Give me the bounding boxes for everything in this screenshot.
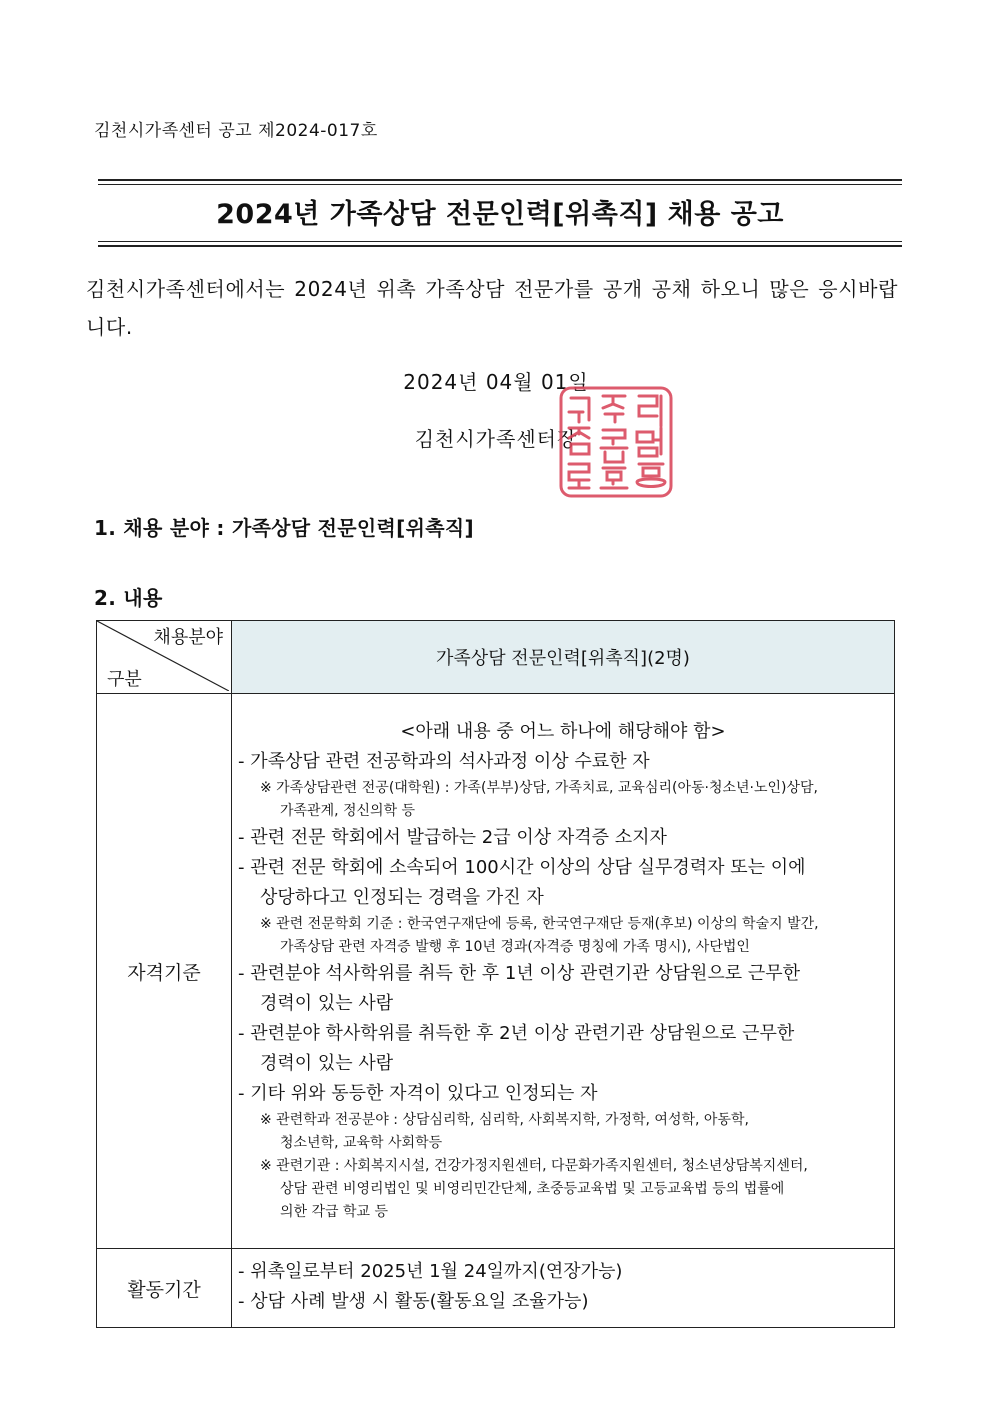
qualification-note	[238, 777, 888, 823]
note-line: ※ 관련학과 전공분야 : 상담심리학, 심리학, 사회복지학, 가정학, 여성학, 아동학,	[260, 1111, 749, 1128]
period-content	[232, 1249, 895, 1328]
qualification-content	[232, 694, 895, 1249]
note-line: ※ 관련 전문학회 기준 : 한국연구재단에 등록, 한국연구재단 등재(후보) 이상의 학술지 발간,	[260, 915, 819, 932]
qualification-item-cont: 경력이 있는 사람	[260, 992, 394, 1014]
qualification-item: - 관련 전문 학회에서 발급하는 2급 이상 자격증 소지자	[238, 826, 667, 848]
note-line: 청소년학, 교육학 사회학등	[280, 1134, 443, 1151]
table-row	[97, 694, 895, 1249]
qualification-note	[238, 913, 888, 959]
qualification-item: - 관련분야 학사학위를 취득한 후 2년 이상 관련기관 상담원으로 근무한	[238, 1022, 795, 1044]
qualification-item-cont: 경력이 있는 사람	[260, 1052, 394, 1074]
intro-paragraph: 김천시가족센터에서는 2024년 위촉 가족상담 전문가를 공개 공채 하오니 많은 응시바랍니다.	[86, 277, 898, 339]
page-title: 2024년 가족상담 전문인력[위촉직] 채용 공고	[216, 199, 784, 230]
title-rule-top-thin	[98, 184, 902, 185]
qualification-item: - 가족상담 관련 전공학과의 석사과정 이상 수료한 자	[238, 750, 650, 772]
period-item: - 위촉일로부터 2025년 1월 24일까지(연장가능)	[238, 1261, 623, 1282]
official-seal-stamp	[557, 384, 675, 500]
center-director: 김천시가족센터장	[414, 427, 578, 451]
notice-number: 김천시가족센터 공고 제2024-017호	[94, 121, 378, 141]
title-rule-bottom-thin	[98, 241, 902, 242]
corner-label-category: 구분	[107, 669, 142, 690]
recruitment-table	[96, 620, 895, 1328]
qualification-note	[238, 1109, 888, 1224]
title-rule-top	[98, 179, 902, 181]
table-corner-cell	[97, 621, 232, 694]
section-2-heading: 2. 내용	[94, 586, 163, 610]
note-line: 가족관계, 정신의학 등	[280, 802, 416, 819]
note-line: 상담 관련 비영리법인 및 비영리민간단체, 초중등교육법 및 고등교육법 등의 법률에	[280, 1180, 785, 1197]
row-label-period: 활동기간	[97, 1249, 232, 1328]
table-header-title: 가족상담 전문인력[위촉직](2명)	[232, 621, 895, 694]
qualification-item: - 관련 전문 학회에 소속되어 100시간 이상의 상담 실무경력자 또는 이에	[238, 856, 806, 878]
period-item: - 상담 사례 발생 시 활동(활동요일 조율가능)	[238, 1291, 589, 1312]
section-1-heading: 1. 채용 분야 : 가족상담 전문인력[위촉직]	[94, 516, 474, 540]
qualification-item-cont: 상당하다고 인정되는 경력을 가진 자	[260, 886, 544, 908]
title-rule-bottom	[98, 245, 902, 247]
row-label-qualification: 자격기준	[97, 694, 232, 1249]
note-line: ※ 가족상담관련 전공(대학원) : 가족(부부)상담, 가족치료, 교육심리(아동·청소년·노인)상담,	[260, 779, 818, 796]
notice-date: 2024년 04월 01일	[403, 370, 589, 394]
note-line: 가족상담 관련 자격증 발행 후 10년 경과(자격증 명칭에 가족 명시), 사단법인	[280, 938, 750, 955]
qualification-item: - 관련분야 석사학위를 취득 한 후 1년 이상 관련기관 상담원으로 근무한	[238, 962, 801, 984]
note-line: ※ 관련기관 : 사회복지시설, 건강가정지원센터, 다문화가족지원센터, 청소년상담복지센터,	[260, 1157, 808, 1174]
note-line: 의한 각급 학교 등	[280, 1203, 389, 1220]
table-header-row	[97, 621, 895, 694]
table-row	[97, 1249, 895, 1328]
corner-label-field: 채용분야	[153, 627, 223, 648]
qualification-intro: <아래 내용 중 어느 하나에 해당해야 함>	[400, 720, 726, 742]
qualification-item: - 기타 위와 동등한 자격이 있다고 인정되는 자	[238, 1082, 598, 1104]
